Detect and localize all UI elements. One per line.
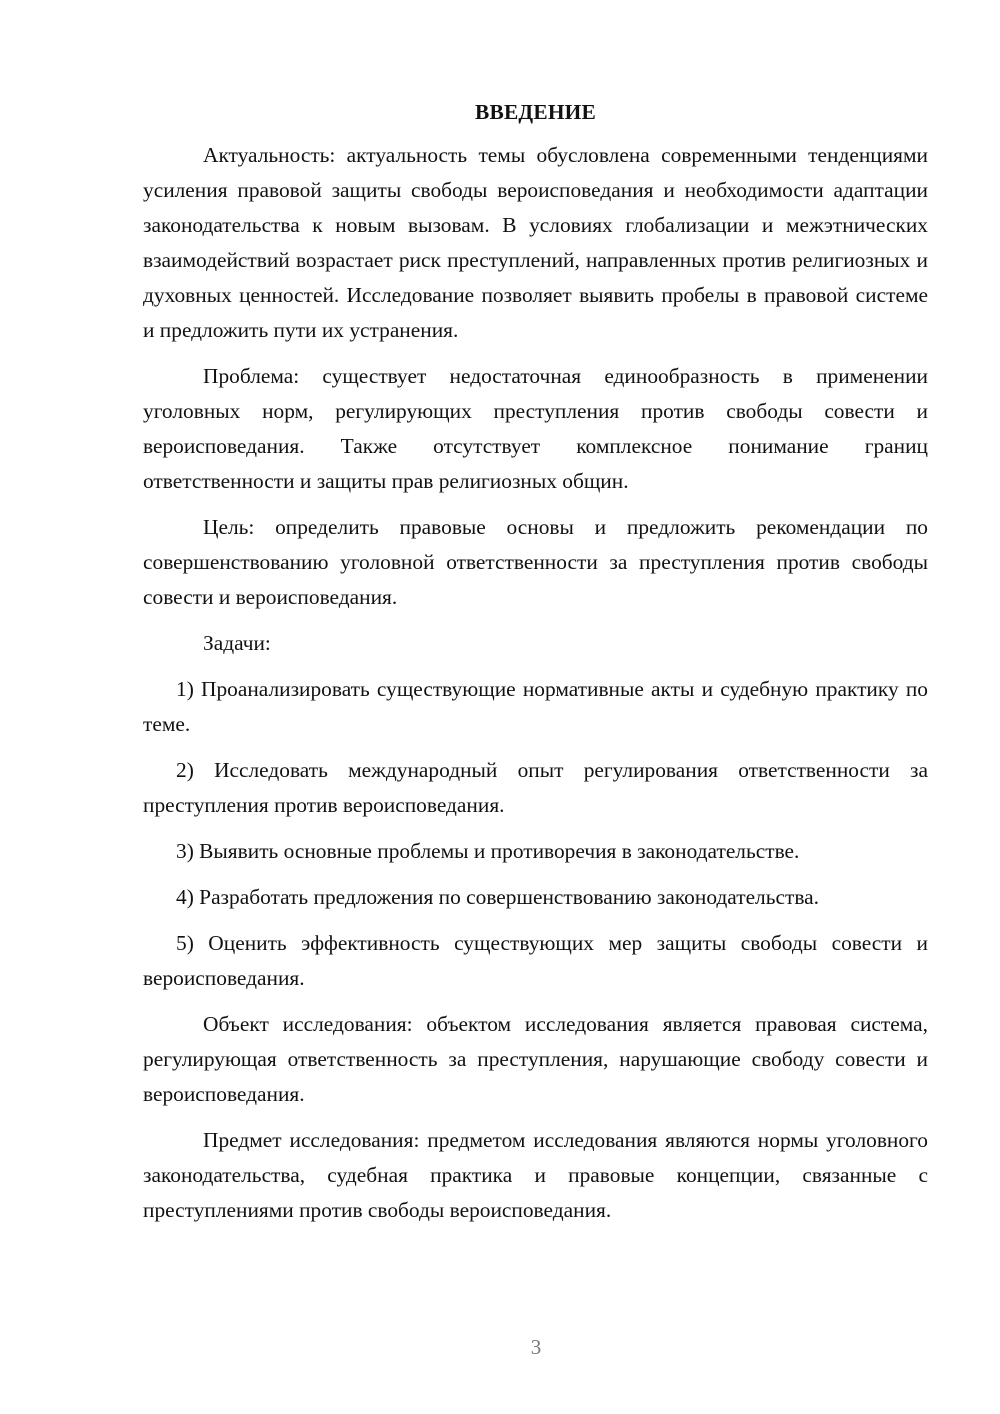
task-item: 3) Выявить основные проблемы и противоречия в законодательстве. [176, 839, 800, 863]
tasks-label: Задачи: [203, 631, 271, 655]
page-heading: ВВЕДЕНИЕ [475, 100, 596, 124]
goal-paragraph: Цель: определить правовые основы и предложить рекомендации по совершенствованию уголовной ответственности за преступления против свободы совести и вероисповедания. [143, 515, 928, 609]
relevance-paragraph: Актуальность: актуальность темы обусловлена современными тенденциями усиления правовой защиты свободы вероисповедания и необходимости адаптации законодательства к новым вызовам. В условиях глобализации и межэтнических взаимодействий возрастает риск преступлений, направленных против религиозных и духовных ценностей. Исследование позволяет выявить пробелы в правовой системе и предложить пути их устранения. [143, 143, 928, 342]
task-item: 4) Разработать предложения по совершенствованию законодательства. [176, 885, 819, 909]
task-item: 5) Оценить эффективность существующих мер защиты свободы совести и вероисповедания. [143, 931, 928, 990]
tasks-list [143, 672, 928, 996]
page-number: 3 [530, 1335, 542, 1359]
page-body [143, 95, 928, 1239]
subject-paragraph: Предмет исследования: предметом исследования являются нормы уголовного законодательства, судебная практика и правовые концепции, связанные с преступлениями против свободы вероисповедания. [143, 1128, 928, 1222]
object-paragraph: Объект исследования: объектом исследования является правовая система, регулирующая ответственность за преступления, нарушающие свободу совести и вероисповедания. [143, 1012, 928, 1106]
task-item: 2) Исследовать международный опыт регулирования ответственности за преступления против вероисповедания. [143, 758, 928, 817]
problem-paragraph: Проблема: существует недостаточная единообразность в применении уголовных норм, регулирующих преступления против свободы совести и вероисповедания. Также отсутствует комплексное понимание границ ответственности и защиты прав религиозных общин. [143, 364, 928, 493]
task-item: 1) Проанализировать существующие нормативные акты и судебную практику по теме. [143, 677, 928, 736]
